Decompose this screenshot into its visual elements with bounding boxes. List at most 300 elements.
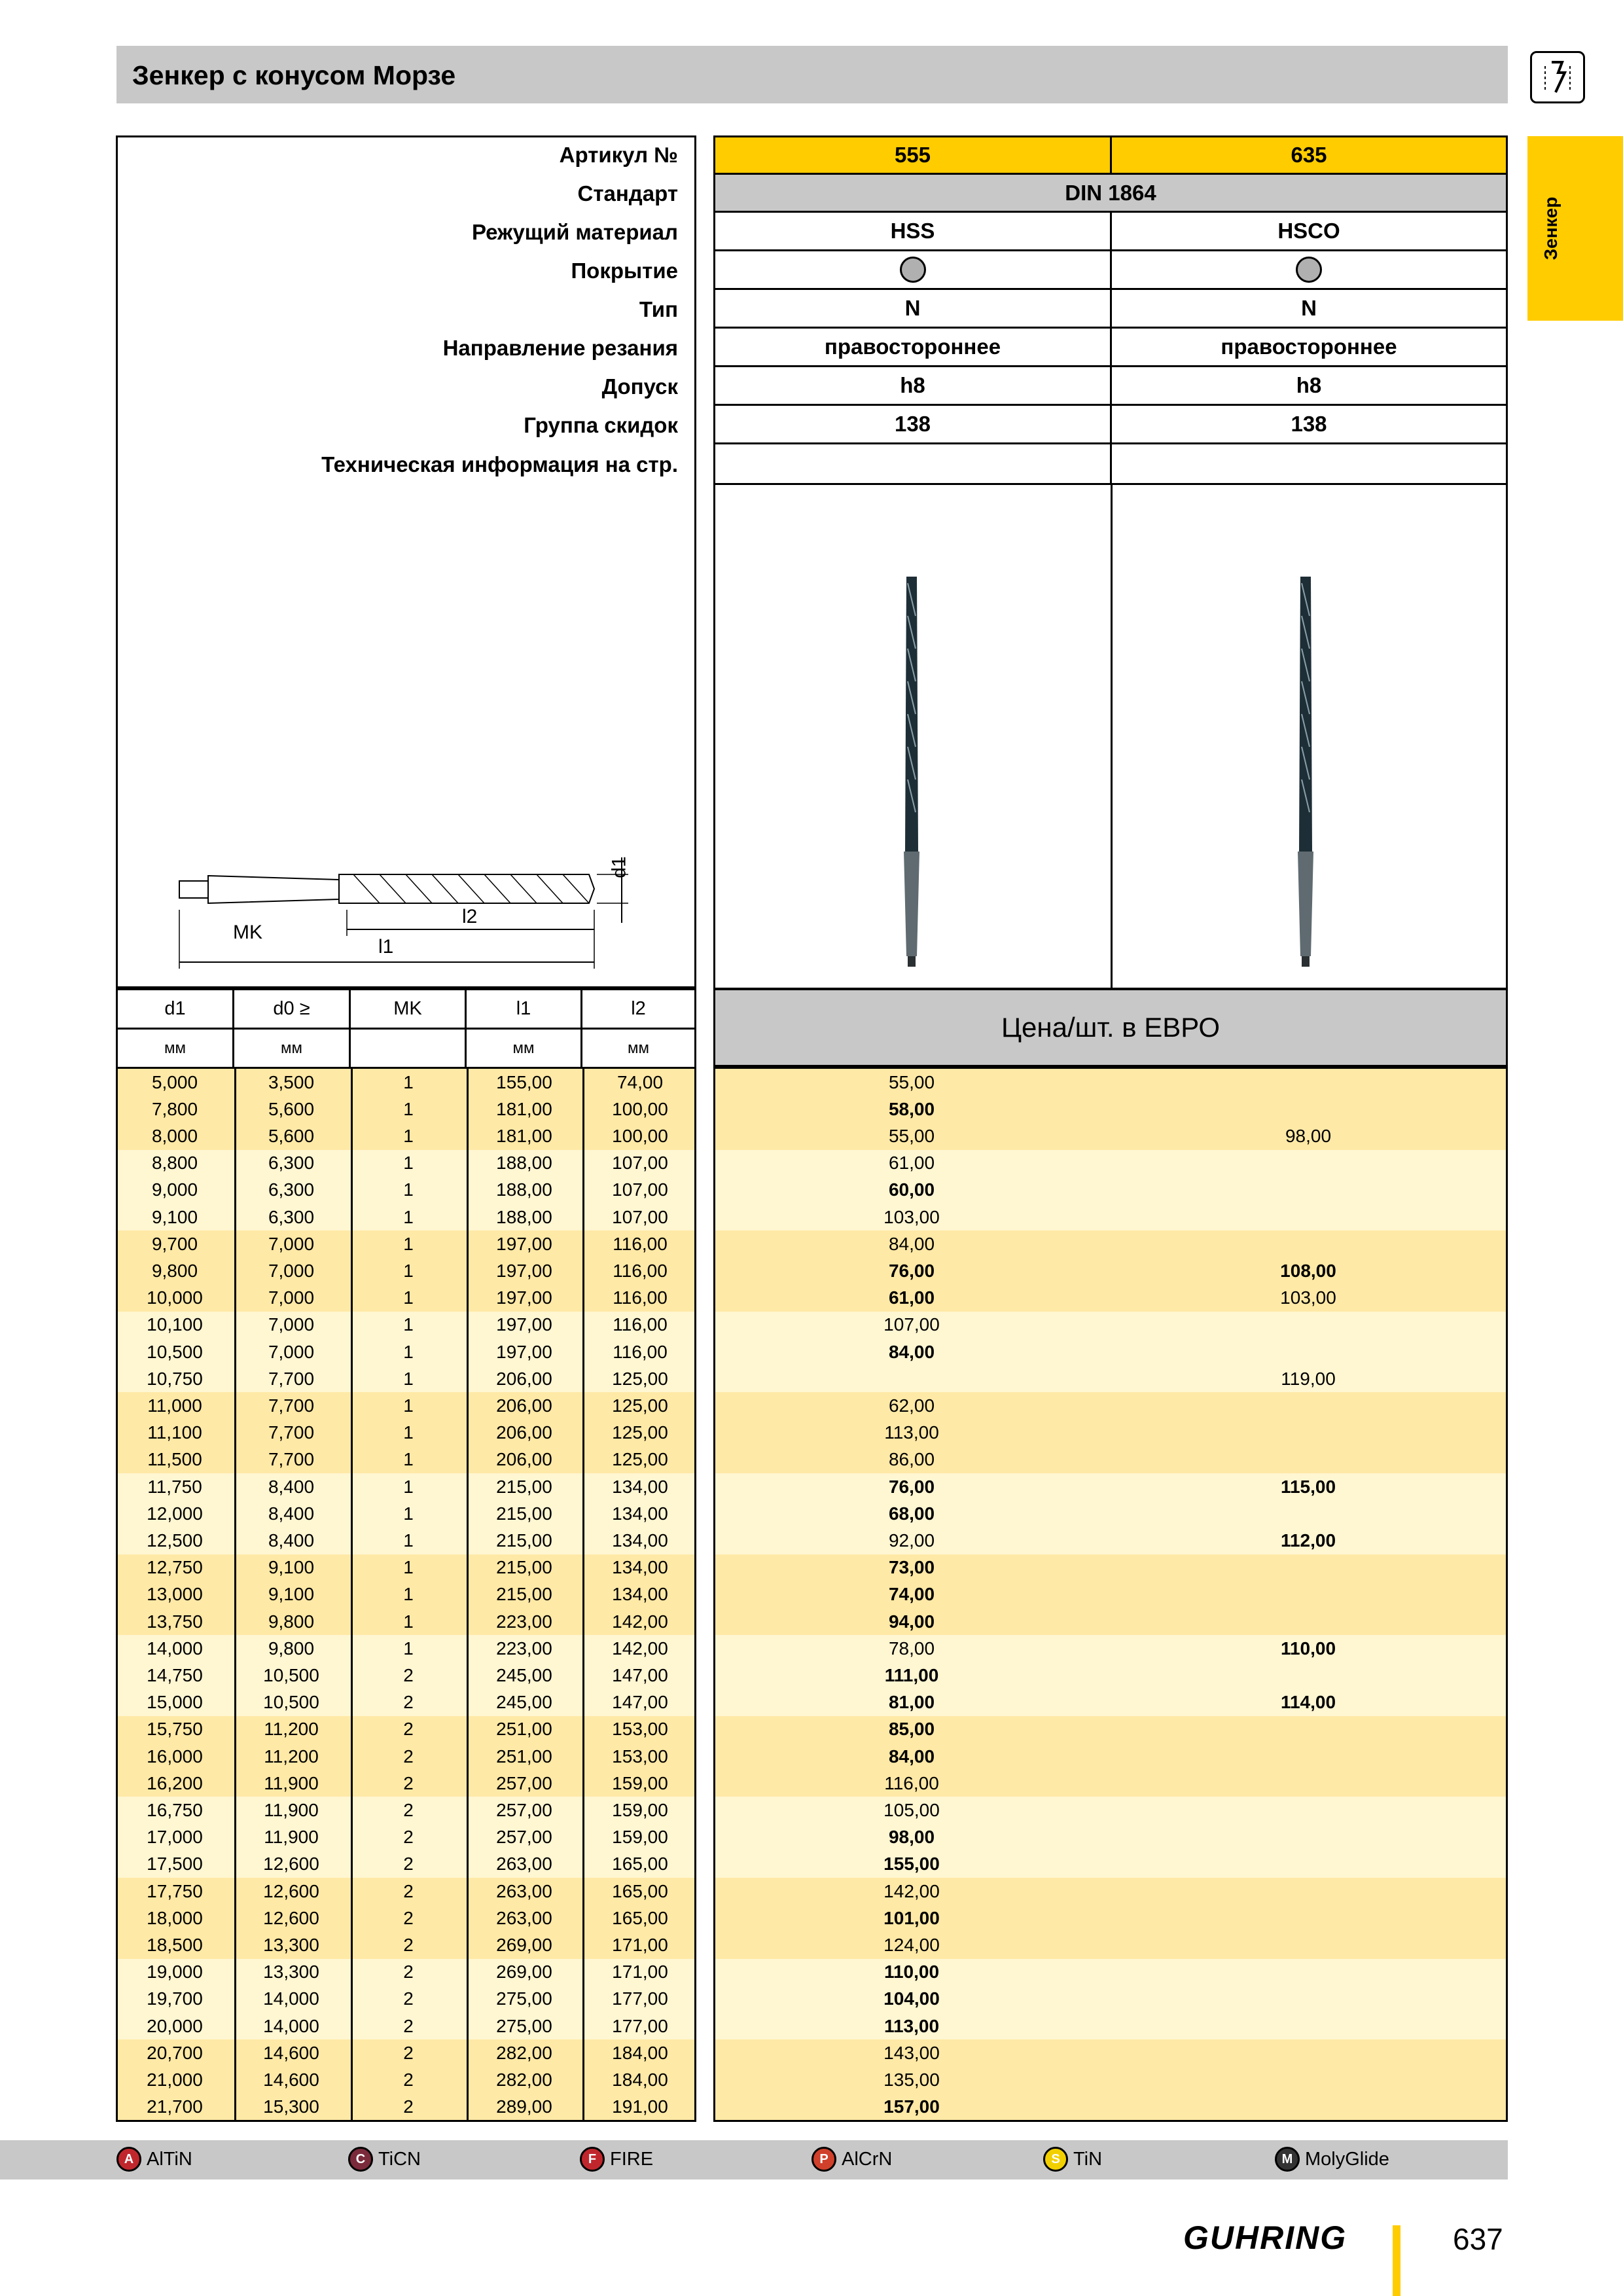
price-555: 68,00 [888, 1503, 935, 1524]
table-row [118, 1959, 694, 1986]
price-555: 113,00 [884, 1422, 939, 1443]
cell-d1: 19,000 [147, 1962, 203, 1982]
cell-d1: 17,750 [147, 1880, 203, 1901]
discount-555: 138 [713, 404, 1112, 444]
price-row [715, 1257, 1506, 1284]
cell-l1: 275,00 [496, 1988, 552, 2009]
cell-mk: 1 [403, 1530, 414, 1551]
price-row [715, 1851, 1506, 1878]
cell-d0: 7,000 [268, 1314, 315, 1335]
cell-mk: 1 [403, 1503, 414, 1524]
cell-mk: 1 [403, 1153, 414, 1174]
cell-l2: 177,00 [612, 2015, 668, 2036]
cell-mk: 1 [403, 1071, 414, 1092]
cell-l1: 197,00 [496, 1341, 552, 1362]
legend-item [1043, 2147, 1102, 2172]
cell-d1: 10,500 [147, 1341, 203, 1362]
cell-d0: 11,900 [264, 1799, 319, 1820]
cell-mk: 2 [403, 1772, 414, 1793]
legend-label: MolyGlide [1305, 2148, 1389, 2170]
cell-d1: 16,000 [147, 1746, 203, 1767]
cell-d1: 12,000 [147, 1503, 203, 1524]
price-row [715, 1285, 1506, 1312]
legend-item [348, 2147, 421, 2172]
column-divider [582, 1069, 584, 2120]
cell-d1: 15,750 [147, 1719, 203, 1740]
cell-l1: 197,00 [496, 1233, 552, 1254]
cell-mk: 2 [403, 1719, 414, 1740]
cell-d0: 11,200 [264, 1746, 319, 1767]
cell-l2: 153,00 [612, 1719, 668, 1740]
unit-l2: мм [580, 1028, 696, 1069]
cell-l2: 142,00 [612, 1611, 668, 1632]
price-row [715, 1770, 1506, 1797]
cell-d0: 5,600 [268, 1125, 315, 1146]
price-635: 112,00 [1280, 1530, 1336, 1551]
cell-l1: 263,00 [496, 1880, 552, 1901]
chapter-icon [1530, 51, 1585, 103]
table-row [118, 1716, 694, 1743]
cell-d1: 13,000 [147, 1584, 203, 1605]
table-row [118, 1581, 694, 1608]
cell-d0: 14,600 [263, 2069, 319, 2090]
price-row [715, 1689, 1506, 1716]
table-row [118, 1743, 694, 1770]
price-row [715, 1931, 1506, 1958]
cell-mk: 2 [403, 1799, 414, 1820]
price-555: 104,00 [883, 1988, 940, 2009]
table-row [118, 1230, 694, 1257]
col-l1: l1 [465, 988, 582, 1030]
cell-mk: 1 [403, 1584, 414, 1605]
price-555: 78,00 [888, 1638, 935, 1659]
cell-l2: 159,00 [612, 1799, 668, 1820]
cell-d1: 19,700 [147, 1988, 203, 2009]
cell-d0: 9,100 [268, 1557, 315, 1578]
cell-d1: 13,750 [147, 1611, 203, 1632]
cell-l2: 147,00 [612, 1692, 668, 1713]
price-635: 115,00 [1280, 1476, 1336, 1497]
cell-mk: 1 [403, 1314, 414, 1335]
table-row [118, 1662, 694, 1689]
price-635: 119,00 [1281, 1368, 1336, 1389]
price-555: 84,00 [888, 1233, 935, 1254]
price-555: 81,00 [888, 1692, 935, 1713]
cell-d0: 11,200 [264, 1719, 319, 1740]
cell-l2: 107,00 [612, 1153, 668, 1174]
cell-l2: 100,00 [612, 1125, 668, 1146]
property-label: Техническая информация на стр. [321, 452, 678, 476]
price-row [715, 1420, 1506, 1446]
price-row [715, 1959, 1506, 1986]
dim-l2: l2 [462, 906, 478, 927]
price-row [715, 1150, 1506, 1177]
cell-d0: 12,600 [263, 1907, 319, 1928]
table-row [118, 1851, 694, 1878]
cell-d0: 6,300 [268, 1179, 315, 1200]
cell-mk: 2 [403, 2015, 414, 2036]
table-row [118, 1096, 694, 1122]
cell-d0: 10,500 [263, 1664, 319, 1685]
cell-d0: 7,000 [268, 1260, 315, 1281]
cell-l1: 251,00 [496, 1719, 552, 1740]
price-555: 86,00 [888, 1449, 935, 1470]
cell-l1: 215,00 [496, 1584, 552, 1605]
cell-l1: 245,00 [496, 1664, 552, 1685]
coating-555 [713, 249, 1112, 290]
legend-item [580, 2147, 653, 2172]
price-555: 98,00 [888, 1827, 935, 1848]
cell-d1: 20,000 [147, 2015, 203, 2036]
article-555: 555 [713, 135, 1112, 175]
cell-l1: 181,00 [496, 1125, 552, 1146]
cell-d1: 18,000 [147, 1907, 203, 1928]
cell-mk: 1 [403, 1449, 414, 1470]
cell-d0: 7,000 [268, 1233, 315, 1254]
property-label: Стандарт [577, 181, 678, 206]
countersink-image-635 [1286, 577, 1325, 969]
price-635: 114,00 [1280, 1692, 1336, 1713]
cell-l2: 125,00 [612, 1368, 668, 1389]
property-label: Артикул № [559, 143, 678, 167]
cell-d0: 8,400 [268, 1476, 315, 1497]
table-row [118, 1473, 694, 1500]
price-555: 74,00 [888, 1584, 935, 1605]
property-label: Покрытие [571, 259, 678, 283]
price-555: 58,00 [888, 1098, 935, 1119]
molyglide-icon: M [1275, 2147, 1300, 2172]
countersink-image-555 [892, 577, 931, 969]
cell-l2: 165,00 [612, 1880, 668, 1901]
cell-d0: 8,400 [268, 1530, 315, 1551]
price-row [715, 1500, 1506, 1527]
cell-mk: 2 [403, 1988, 414, 2009]
price-555: 101,00 [883, 1907, 940, 1928]
cell-mk: 2 [403, 2069, 414, 2090]
legend-item [812, 2147, 892, 2172]
cell-l2: 116,00 [613, 1314, 668, 1335]
cell-d1: 16,750 [147, 1799, 203, 1820]
cell-d1: 21,000 [147, 2069, 203, 2090]
cell-d0: 7,700 [268, 1449, 315, 1470]
product-images [713, 483, 1508, 990]
table-row [118, 1285, 694, 1312]
cell-d0: 9,800 [268, 1611, 315, 1632]
cell-l1: 251,00 [496, 1746, 552, 1767]
cell-l2: 116,00 [613, 1233, 668, 1254]
dim-mk: MK [233, 922, 262, 943]
cell-l2: 125,00 [612, 1449, 668, 1470]
price-row [715, 1473, 1506, 1500]
cell-d1: 8,000 [151, 1125, 198, 1146]
property-label: Режущий материал [471, 220, 678, 244]
cell-l2: 159,00 [612, 1772, 668, 1793]
cell-mk: 1 [403, 1557, 414, 1578]
cell-l1: 257,00 [496, 1827, 552, 1848]
page-number: 637 [1453, 2222, 1503, 2256]
cell-d1: 11,100 [147, 1422, 202, 1443]
cell-d1: 11,000 [147, 1395, 202, 1416]
cell-d0: 14,600 [263, 2042, 319, 2063]
price-635: 110,00 [1280, 1638, 1336, 1659]
dimension-table [116, 1067, 696, 2122]
legend-label: TiCN [378, 2148, 421, 2170]
cell-l2: 134,00 [612, 1530, 668, 1551]
price-row [715, 1527, 1506, 1554]
cell-mk: 2 [403, 2042, 414, 2063]
price-row [715, 1986, 1506, 2013]
price-table [713, 1067, 1508, 2122]
price-555: 61,00 [888, 1287, 935, 1308]
col-d1: d1 [116, 988, 234, 1030]
cell-d0: 13,300 [263, 1962, 319, 1982]
table-row [118, 1392, 694, 1419]
legend-item [1275, 2147, 1389, 2172]
direction-555: правостороннее [713, 327, 1112, 367]
price-row [715, 1204, 1506, 1230]
fire-icon: F [580, 2147, 605, 2172]
cell-l2: 184,00 [612, 2069, 668, 2090]
cell-l1: 215,00 [496, 1476, 552, 1497]
table-row [118, 2013, 694, 2039]
price-555: 157,00 [883, 2096, 940, 2117]
table-row [118, 1338, 694, 1365]
brand-logo: GUHRING [1183, 2219, 1347, 2256]
price-555: 113,00 [883, 2015, 940, 2036]
standard-cell: DIN 1864 [713, 173, 1508, 213]
col-d0: d0 ≥ [232, 988, 351, 1030]
page-title: Зенкер с конусом Морзе [132, 60, 456, 90]
legend-label: AlCrN [842, 2148, 893, 2170]
cell-mk: 2 [403, 1827, 414, 1848]
cell-l1: 197,00 [496, 1314, 552, 1335]
cell-l2: 165,00 [612, 1854, 668, 1874]
column-divider [351, 1069, 353, 2120]
price-header: Цена/шт. в ЕВРО [713, 988, 1508, 1067]
coating-635 [1110, 249, 1508, 290]
property-label: Тип [639, 297, 678, 321]
cell-d1: 11,500 [147, 1449, 202, 1470]
cell-d0: 7,000 [268, 1341, 315, 1362]
table-row [118, 1500, 694, 1527]
table-row [118, 2039, 694, 2066]
price-555: 84,00 [888, 1746, 935, 1767]
cell-l1: 282,00 [496, 2069, 552, 2090]
cell-d1: 10,100 [147, 1314, 203, 1335]
price-555: 61,00 [888, 1153, 935, 1174]
cell-mk: 1 [403, 1638, 414, 1659]
cell-d0: 12,600 [263, 1854, 319, 1874]
cell-d0: 11,900 [264, 1772, 319, 1793]
cell-mk: 2 [403, 1934, 414, 1955]
price-555: 105,00 [883, 1799, 940, 1820]
cell-mk: 1 [403, 1125, 414, 1146]
price-555: 60,00 [888, 1179, 935, 1200]
table-row [118, 1554, 694, 1581]
cell-d0: 7,700 [268, 1422, 315, 1443]
cell-d1: 12,750 [147, 1557, 203, 1578]
table-row [118, 1069, 694, 1096]
cell-d0: 13,300 [263, 1934, 319, 1955]
alcrn-icon: P [812, 2147, 836, 2172]
cell-l1: 215,00 [496, 1557, 552, 1578]
cell-mk: 1 [403, 1422, 414, 1443]
techinfo-555 [713, 442, 1112, 485]
cell-l2: 100,00 [612, 1098, 668, 1119]
cell-d0: 14,000 [263, 1988, 319, 2009]
cell-mk: 2 [403, 1880, 414, 1901]
price-555: 76,00 [888, 1476, 935, 1497]
cell-d1: 15,000 [147, 1692, 203, 1713]
price-row [715, 1635, 1506, 1662]
table-row [118, 1365, 694, 1392]
price-555: 73,00 [888, 1557, 935, 1578]
cell-l2: 184,00 [612, 2042, 668, 2063]
table-row [118, 1986, 694, 2013]
cell-d1: 10,000 [147, 1287, 203, 1308]
cell-l2: 107,00 [612, 1206, 668, 1227]
cell-d0: 6,300 [268, 1206, 315, 1227]
table-row [118, 1905, 694, 1931]
price-555: 76,00 [888, 1260, 935, 1281]
cell-l2: 134,00 [612, 1476, 668, 1497]
tin-icon: S [1043, 2147, 1068, 2172]
cell-l1: 263,00 [496, 1854, 552, 1874]
col-l2: l2 [580, 988, 696, 1030]
table-row [118, 1797, 694, 1823]
cell-mk: 1 [403, 1287, 414, 1308]
cell-d1: 14,750 [147, 1664, 203, 1685]
price-555: 110,00 [883, 1962, 940, 1982]
price-row [715, 1878, 1506, 1905]
cell-d1: 18,500 [147, 1934, 203, 1955]
cell-l1: 181,00 [496, 1098, 552, 1119]
cell-l1: 197,00 [496, 1260, 552, 1281]
cell-l2: 116,00 [613, 1260, 668, 1281]
table-row [118, 1824, 694, 1851]
cell-l1: 155,00 [496, 1071, 552, 1092]
price-555: 111,00 [884, 1664, 939, 1685]
cell-l1: 206,00 [496, 1449, 552, 1470]
cell-l1: 289,00 [496, 2096, 552, 2117]
cell-l1: 206,00 [496, 1422, 552, 1443]
cell-mk: 1 [403, 1368, 414, 1389]
price-row [715, 1446, 1506, 1473]
property-label: Допуск [601, 374, 678, 399]
type-555: N [713, 288, 1112, 329]
unit-d1: мм [116, 1028, 234, 1069]
cell-mk: 1 [403, 1098, 414, 1119]
discount-635: 138 [1110, 404, 1508, 444]
cell-d0: 3,500 [268, 1071, 315, 1092]
price-row [715, 1230, 1506, 1257]
cell-d0: 8,400 [268, 1503, 315, 1524]
cell-mk: 2 [403, 1907, 414, 1928]
cell-l2: 74,00 [616, 1071, 664, 1092]
cell-l2: 134,00 [612, 1584, 668, 1605]
cell-d0: 5,600 [268, 1098, 315, 1119]
cell-d1: 21,700 [147, 2096, 203, 2117]
price-555: 55,00 [888, 1071, 935, 1092]
cell-l1: 197,00 [496, 1287, 552, 1308]
cell-d1: 10,750 [147, 1368, 203, 1389]
price-row [715, 2039, 1506, 2066]
cell-l1: 275,00 [496, 2015, 552, 2036]
price-row [715, 1122, 1506, 1149]
price-row [715, 2013, 1506, 2039]
legend-item [116, 2147, 192, 2172]
cell-d1: 5,000 [151, 1071, 198, 1092]
cell-mk: 1 [403, 1395, 414, 1416]
cell-d0: 9,100 [268, 1584, 315, 1605]
cell-mk: 2 [403, 1664, 414, 1685]
cell-l1: 206,00 [496, 1368, 552, 1389]
cell-d1: 9,800 [151, 1260, 198, 1281]
cell-l2: 165,00 [612, 1907, 668, 1928]
cell-l1: 269,00 [496, 1934, 552, 1955]
cell-d0: 12,600 [263, 1880, 319, 1901]
table-row [118, 1527, 694, 1554]
cell-mk: 1 [403, 1611, 414, 1632]
price-row [715, 1716, 1506, 1743]
cell-l2: 153,00 [612, 1746, 668, 1767]
cell-mk: 2 [403, 2096, 414, 2117]
dim-d1: d1 [608, 856, 630, 878]
price-row [715, 1365, 1506, 1392]
column-divider [234, 1069, 236, 2120]
price-row [715, 1392, 1506, 1419]
cell-l1: 223,00 [496, 1638, 552, 1659]
price-555: 55,00 [888, 1125, 935, 1146]
cell-mk: 2 [403, 1962, 414, 1982]
cell-l1: 188,00 [496, 1153, 552, 1174]
cell-d1: 8,800 [151, 1153, 198, 1174]
unit-mk [349, 1028, 467, 1069]
cell-d0: 7,000 [268, 1287, 315, 1308]
cell-l2: 177,00 [612, 1988, 668, 2009]
cell-mk: 2 [403, 1854, 414, 1874]
table-row [118, 1204, 694, 1230]
cell-l1: 263,00 [496, 1907, 552, 1928]
cell-l1: 257,00 [496, 1772, 552, 1793]
price-555: 84,00 [888, 1341, 935, 1362]
cell-d0: 14,000 [263, 2015, 319, 2036]
cell-l2: 171,00 [612, 1934, 668, 1955]
cell-d0: 15,300 [263, 2096, 319, 2117]
technical-drawing [170, 831, 641, 975]
price-555: 135,00 [883, 2069, 940, 2090]
table-row [118, 2066, 694, 2093]
cell-l1: 245,00 [496, 1692, 552, 1713]
price-row [715, 1797, 1506, 1823]
cell-l1: 282,00 [496, 2042, 552, 2063]
cell-l2: 134,00 [612, 1557, 668, 1578]
material-635: HSCO [1110, 211, 1508, 251]
uncoated-icon [900, 257, 926, 283]
brand-accent-bar [1393, 2225, 1400, 2296]
legend-label: TiN [1073, 2148, 1103, 2170]
price-row [715, 2066, 1506, 2093]
table-row [118, 1257, 694, 1284]
property-label: Группа скидок [524, 413, 678, 437]
uncoated-icon [1296, 257, 1322, 283]
cell-d1: 11,750 [147, 1476, 202, 1497]
cell-mk: 1 [403, 1341, 414, 1362]
unit-d0: мм [232, 1028, 351, 1069]
cell-d0: 9,800 [268, 1638, 315, 1659]
price-635: 98,00 [1285, 1125, 1332, 1146]
altin-icon: A [116, 2147, 141, 2172]
